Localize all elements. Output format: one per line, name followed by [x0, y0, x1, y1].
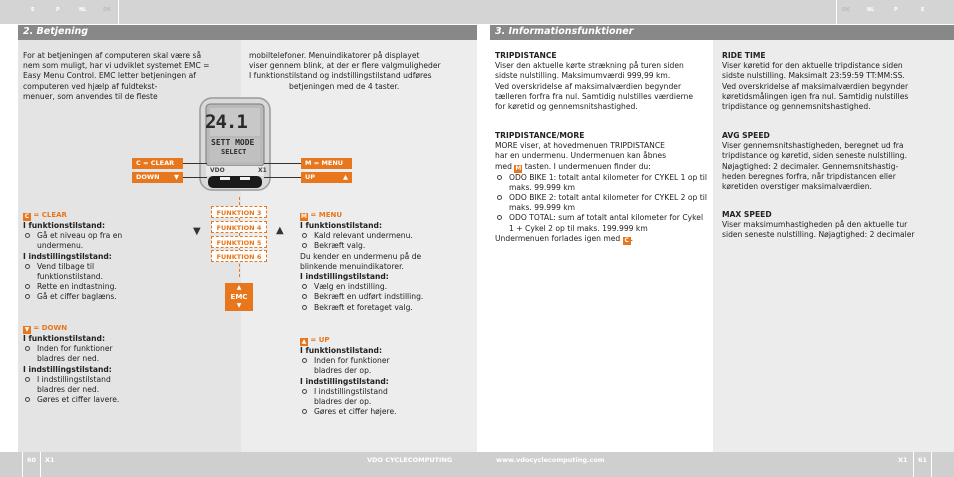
lang-nl-right[interactable]: NL — [867, 7, 875, 13]
connector-line — [264, 163, 301, 164]
function-4[interactable]: FUNKTION 4 — [211, 221, 267, 233]
up-block: ▲ = UP I funktionstilstand: Inden for funktioner bladres der op. I indstillingstilstand: I indstillingstilstand bladres der op. Gøres et ciffer højere. — [300, 335, 475, 417]
down-block: ▼ = DOWN I funktionstilstand: Inden for funktioner bladres der ned. I indstillingstilstand: I indstillingstilstand bladres der ned. Gøres et ciffer lavere. — [23, 323, 153, 405]
menu-block: M = MENU I funktionstilstand: Kald relevant undermenu. Bekræft valg. Du kender en undermenu på de blinkende menuindikatorer. I indstillingstilstand: Vælg en indstilling. Bekræft en udført indstilling. Bekræft et foretaget valg. — [300, 210, 475, 313]
bottom-bar — [0, 452, 954, 477]
function-5[interactable]: FUNKTION 5 — [211, 236, 267, 248]
divider — [836, 0, 837, 24]
up-arrow-icon: ▲ — [301, 338, 307, 345]
connector-line — [183, 177, 207, 178]
c-key-icon: C — [24, 213, 30, 220]
intro-text: For at betjeningen af computeren skal være så nem som muligt, har vi udviklet systemet EMC = Easy Menu Control. EMC letter betjeningen af computeren ved hjælp af fuldtekst- menuer, som anvendes til de fleste — [23, 51, 210, 101]
lang-dk-right[interactable]: DK — [842, 7, 851, 13]
lang-p-right[interactable]: P — [894, 7, 898, 13]
ride-time-section: RIDE TIME Viser køretid for den aktuelle tripdistance siden sidste nulstilling. Maksimalt 23:59:59 TT:MM:SS. Ved overskridelse af maksimalværdien begynder køretidsmålingen igen fra nul. Samtidig nulstilles tripdistance og gennemsnitshastighed. — [722, 51, 909, 112]
right-section-title: 3. Informationsfunktioner — [495, 26, 634, 37]
clear-block: C = CLEAR I funktionstilstand: Gå et niveau op fra en undermenu. I indstillingstilstand: Vend tilbage til funktionstilstand. Rette en indtastning. Gå et ciffer baglæns. — [23, 210, 153, 303]
divider — [913, 452, 914, 477]
m-key-icon: M — [301, 213, 307, 220]
intro-text-continued: mobiltelefoner. Menuindikatorer på displayet viser gennem blink, at der er flere valgmuligheder I funktionstilstand og indstillingstilstand udføres betjeningen med de 4 taster. — [249, 51, 441, 91]
model-left: X1 — [45, 456, 55, 464]
function-6[interactable]: FUNKTION 6 — [211, 250, 267, 262]
up-tag[interactable]: UP ▲ — [301, 172, 352, 183]
lang-nl-left[interactable]: NL — [79, 7, 87, 13]
footer-brand: VDO CYCLECOMPUTING — [367, 456, 453, 464]
device-brand: VDO — [210, 167, 225, 174]
left-section-header — [18, 25, 477, 40]
down-tag[interactable]: DOWN ▼ — [132, 172, 183, 183]
lang-e-left[interactable]: E — [31, 7, 35, 13]
lang-dk-left[interactable]: DK — [103, 7, 112, 13]
m-key-icon: M — [515, 164, 522, 172]
tripdistance-more-section: TRIPDISTANCE/MORE MORE viser, at hovedmenuen TRIPDISTANCE har en undermenu. Undermenuen kan åbnes med M tasten. I undermenuen finder du: ODO BIKE 1: totalt antal kilometer for CYKEL 1 op til maks. 99.999 km ODO BIKE 2: totalt antal kilometer for CYKEL 2 op til maks. 99.999 km ODO TOTAL: sum af totalt antal kilometer for Cykel 1 + Cykel 2 op til maks. 199.999 km Undermenuen forlades igen med C . — [495, 131, 707, 244]
device-display-menu: SETT MODE — [211, 138, 255, 147]
avg-speed-section: AVG SPEED Viser gennemsnitshastigheden, beregnet ud fra tripdistance og køretid, siden seneste nulstilling. Nøjagtighed: 2 decimaler. Gennemsnitshastig- heden beregnes forfra, når tripdistancen eller køretiden overstiger maksimalværdien. — [722, 131, 907, 192]
left-section-title: 2. Betjening — [23, 26, 89, 37]
c-clear-tag[interactable]: C = CLEAR — [132, 158, 183, 169]
divider — [118, 0, 119, 24]
max-speed-section: MAX SPEED Viser maksimumhastigheden på den aktuelle tur siden seneste nulstilling. Nøjagtighed: 2 decimaler — [722, 210, 915, 240]
function-3[interactable]: FUNKTION 3 — [211, 206, 267, 218]
tripdistance-section: TRIPDISTANCE Viser den aktuelle kørte strækning på turen siden sidste nulstilling. Maksimumværdi 999,99 km. Ved overskridelse af maksimalværdien begynder tælleren forfra fra nul. Samtidig nulstilles værdierne for køretid og gennemsnitshastighed. — [495, 51, 694, 112]
model-right: X1 — [898, 456, 908, 464]
page-number-left: 60 — [27, 456, 37, 464]
device-display-select: SELECT — [221, 148, 247, 156]
down-arrow-icon: ▼ — [174, 173, 179, 181]
c-key-icon: C — [624, 236, 629, 244]
device-model: X1 — [258, 167, 267, 174]
connector-line — [264, 177, 301, 178]
divider — [22, 452, 23, 477]
top-bar — [0, 0, 954, 24]
footer-url[interactable]: www.vdocyclecomputing.com — [496, 456, 605, 464]
lang-e-right[interactable]: E — [921, 7, 925, 13]
connector-line — [183, 163, 207, 164]
up-arrow-icon: ▲ — [343, 173, 348, 181]
divider — [40, 452, 41, 477]
down-arrow-icon: ▼ — [193, 226, 201, 237]
device-display-speed: 24.1 — [205, 111, 247, 133]
divider — [931, 452, 932, 477]
down-arrow-icon: ▼ — [24, 326, 30, 333]
m-menu-tag[interactable]: M = MENU — [301, 158, 352, 169]
emc-icon: ▲ EMC ▼ — [225, 283, 253, 311]
right-section-header — [490, 25, 954, 40]
page-number-right: 61 — [918, 456, 928, 464]
up-arrow-icon: ▲ — [276, 225, 284, 236]
lang-p-left[interactable]: P — [56, 7, 60, 13]
